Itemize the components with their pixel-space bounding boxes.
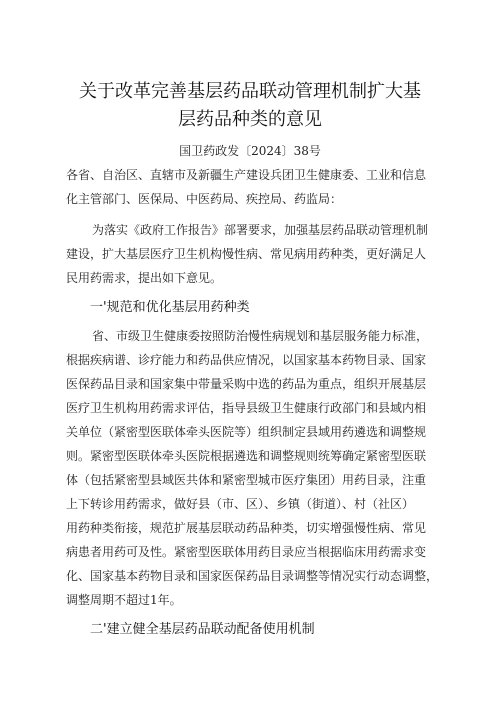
section-1-line-11: 化、国家基本药物目录和国家医保药品目录调整等情况实行动态调整， [66,569,439,583]
section-1-line-10: 病患者用药可及性。紧密型医联体用药目录应当根据临床用药需求变 [66,545,427,559]
recipients-line-1: 各省、自治区、直辖市及新疆生产建设兵团卫生健康委、工业和信息 [66,168,427,182]
section-1-line-8: 上下转诊用药需求，做好县（市、区）、乡镇（街道）、村（社区） [66,497,415,511]
section-1-line-2: 根据疾病谱、诊疗能力和药品供应情况，以国家基本药物目录、国家 [66,353,427,367]
section-1-line-3: 医保药品目录和国家集中带量采购中选的药品为重点，组织开展基层 [66,377,427,391]
section-1-line-4: 医疗卫生机构用药需求评估，指导县级卫生健康行政部门和县域内相 [66,401,427,415]
intro-line-1: 为落实《政府工作报告》部署要求，加强基层药品联动管理机制 [92,223,429,237]
section-1-line-12: 调整周期不超过1年。 [66,593,182,607]
section-1-line-5: 关单位（紧密型医联体牵头医院等）组织制定县域用药遴选和调整规 [66,425,427,439]
document-title-line-2: 层药品种类的意见 [178,109,322,130]
section-1-line-9: 用药种类衔接，规范扩展基层联动药品种类，切实增强慢性病、常见 [66,521,427,535]
intro-line-2: 建设，扩大基层医疗卫生机构慢性病、常见病用药种类，更好满足人 [66,247,427,261]
section-1-heading: 一'规范和优化基层用药种类 [90,300,250,315]
section-2-heading: 二'建立健全基层药品联动配备使用机制 [90,622,315,637]
section-1-line-7: 体（包括紧密型县域医共体和紧密型城市医疗集团）用药目录，注重 [66,473,427,487]
section-1-line-1: 省、市级卫生健康委按照防治慢性病规划和基层服务能力标准， [92,329,429,343]
document-number: 国卫药政发〔2024〕38号 [179,144,321,158]
recipients-line-2: 化主管部门、医保局、中医药局、疾控局、药监局： [66,192,343,206]
intro-line-3: 民用药需求，提出如下意见。 [66,271,223,285]
section-1-line-6: 则。紧密型医联体牵头医院根据遴选和调整规则统筹确定紧密型医联 [66,449,427,463]
document-title-line-1: 关于改革完善基层药品联动管理机制扩大基 [79,81,421,102]
